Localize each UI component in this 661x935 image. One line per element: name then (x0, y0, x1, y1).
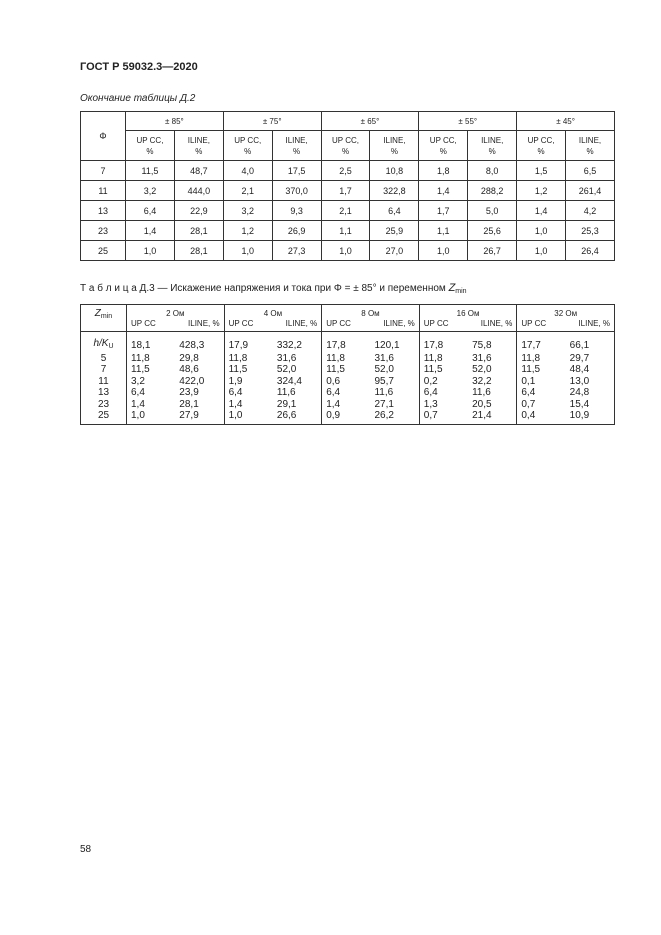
value-cell: 0,2 (419, 376, 468, 388)
value-cell: 5,0 (468, 201, 517, 221)
value-cell: 1,4 (224, 399, 273, 411)
value-cell: 1,9 (224, 376, 273, 388)
iline-header (174, 131, 223, 161)
value-cell: 48,6 (179, 364, 199, 375)
zmin-header (81, 305, 127, 332)
value-cell: 10,9 (566, 410, 615, 424)
phi-cell: 23 (81, 221, 126, 241)
value-cell: 11,6 (374, 387, 394, 398)
value-cell: 6,4 (126, 201, 175, 221)
value-cell: 6,4 (224, 387, 273, 399)
upcc-header-line: % (439, 146, 447, 156)
table-row (81, 181, 615, 201)
iline-header-line: ILINE, (481, 135, 504, 145)
upcc-header (223, 131, 272, 161)
row-label: 11 (81, 376, 127, 388)
value-cell: 11,5 (224, 364, 273, 376)
iline-header (566, 131, 615, 161)
iline-header: ILINE, % (285, 319, 318, 328)
table-row (81, 332, 615, 353)
value-cell: 27,1 (374, 398, 394, 410)
value-cell: 26,6 (273, 410, 322, 424)
value-cell: 261,4 (566, 181, 615, 201)
harmonic-label-subscript: U (108, 343, 114, 350)
value-cell: 26,4 (566, 241, 615, 261)
impedance-header (517, 305, 615, 332)
upcc-header (419, 131, 468, 161)
table-row (81, 410, 615, 424)
value-cell: 2,1 (223, 181, 272, 201)
upcc-header-line: UP CC, (527, 135, 555, 145)
phi-cell: 11 (81, 181, 126, 201)
upcc-header: UP CC (228, 319, 254, 328)
upcc-header: UP CC (423, 319, 449, 328)
upcc-header: UP CC (521, 319, 547, 328)
iline-header: ILINE, % (383, 319, 415, 328)
value-cell: 48,4 (566, 364, 615, 376)
table-row (81, 353, 615, 365)
value-cell: 6,4 (127, 387, 176, 399)
table-d3 (80, 304, 615, 425)
value-cell: 17,7 (517, 332, 566, 353)
phi-cell: 13 (81, 201, 126, 221)
upcc-header (126, 131, 175, 161)
value-cell: 11,5 (419, 364, 468, 376)
iline-header: ILINE, % (578, 319, 610, 328)
value-cell: 6,4 (322, 387, 371, 399)
value-cell: 48,7 (174, 161, 223, 181)
value-cell: 17,8 (419, 332, 468, 353)
iline-header-line: % (195, 146, 203, 156)
value-cell: 75,8 (472, 339, 492, 351)
impedance-header (127, 305, 225, 332)
angle-header: ± 85° (126, 112, 224, 131)
value-cell: 1,4 (126, 221, 175, 241)
table-row (81, 221, 615, 241)
value-cell: 8,0 (468, 161, 517, 181)
value-cell: 0,7 (419, 410, 468, 424)
value-cell: 444,0 (174, 181, 223, 201)
value-cell: 1,7 (419, 201, 468, 221)
value-cell: 9,3 (272, 201, 321, 221)
impedance-header-cell (225, 305, 322, 331)
value-cell: 25,9 (370, 221, 419, 241)
value-cell: 1,2 (223, 221, 272, 241)
value-cell: 1,5 (517, 161, 566, 181)
zmin-header-subscript: min (100, 313, 113, 320)
value-cell: 52,0 (472, 364, 492, 375)
angle-header: ± 65° (321, 112, 419, 131)
iline-header: ILINE, % (188, 319, 220, 328)
value-cell: 0,6 (322, 376, 371, 388)
value-cell: 17,8 (322, 332, 371, 353)
iline-header (468, 131, 517, 161)
value-cell: 2,5 (321, 161, 370, 181)
value-cell: 11,8 (419, 353, 468, 365)
iline-header: ILINE, % (480, 319, 513, 328)
row-label: 5 (81, 353, 127, 365)
upcc-header-line: % (537, 146, 545, 156)
table-row (81, 376, 615, 388)
value-cell: 1,4 (419, 181, 468, 201)
zmin-header-symbol: Z (94, 308, 101, 319)
iline-header (370, 131, 419, 161)
value-cell: 28,1 (179, 398, 199, 410)
value-cell: 13,0 (566, 376, 615, 388)
value-cell: 288,2 (468, 181, 517, 201)
iline-header-line: ILINE, (187, 135, 210, 145)
value-cell: 25,6 (468, 221, 517, 241)
phi-cell: 25 (81, 241, 126, 261)
value-cell: 6,4 (370, 201, 419, 221)
value-cell: 1,0 (517, 241, 566, 261)
upcc-header: UP CC (131, 319, 156, 328)
table1-caption: Окончание таблицы Д.2 (80, 93, 196, 104)
value-cell: 4,0 (223, 161, 272, 181)
value-cell: 1,3 (419, 399, 468, 411)
upcc-header (517, 131, 566, 161)
value-cell: 11,5 (127, 364, 176, 376)
value-cell: 120,1 (374, 339, 400, 351)
value-cell: 6,5 (566, 161, 615, 181)
value-cell: 28,1 (174, 221, 223, 241)
value-cell: 15,4 (566, 399, 615, 411)
value-cell: 0,9 (322, 410, 371, 424)
value-cell: 17,5 (272, 161, 321, 181)
value-cell: 1,0 (127, 410, 176, 424)
value-cell: 3,2 (126, 181, 175, 201)
table-row (81, 387, 615, 399)
value-cell: 370,0 (272, 181, 321, 201)
zmin-subscript: min (455, 288, 467, 295)
value-cell: 26,7 (468, 241, 517, 261)
value-cell: 25,3 (566, 221, 615, 241)
impedance-label: 16 Ом (456, 309, 480, 318)
value-cell: 324,4 (276, 375, 302, 387)
value-cell: 1,4 (517, 201, 566, 221)
value-cell: 1,4 (127, 399, 176, 411)
upcc-header-line: UP CC, (234, 135, 262, 145)
row-label (81, 332, 127, 353)
value-cell: 28,1 (174, 241, 223, 261)
value-cell: 0,4 (517, 410, 566, 424)
upcc-header-line: UP CC, (332, 135, 359, 145)
row-label: 25 (81, 410, 127, 424)
value-cell: 422,0 (179, 375, 205, 387)
iline-header-line: % (390, 146, 398, 156)
value-cell: 1,1 (419, 221, 468, 241)
value-cell: 17,9 (224, 332, 273, 353)
impedance-label: 8 Ом (361, 309, 380, 318)
value-cell: 332,2 (276, 339, 302, 351)
impedance-header (419, 305, 517, 332)
value-cell: 11,6 (276, 387, 296, 398)
impedance-label: 32 Ом (554, 309, 578, 318)
value-cell: 11,8 (224, 353, 273, 365)
iline-header (272, 131, 321, 161)
value-cell: 1,7 (321, 181, 370, 201)
value-cell: 11,5 (126, 161, 175, 181)
value-cell: 1,8 (419, 161, 468, 181)
value-cell: 1,0 (321, 241, 370, 261)
value-cell: 52,0 (374, 364, 394, 375)
page-number: 58 (80, 844, 92, 855)
table2-caption-label: Т а б л и ц а Д.3 (80, 283, 155, 294)
value-cell: 322,8 (370, 181, 419, 201)
value-cell: 66,1 (566, 332, 615, 353)
impedance-header-cell (127, 305, 224, 331)
table2-caption (80, 282, 467, 295)
value-cell: 29,1 (276, 398, 297, 410)
value-cell: 26,2 (370, 410, 419, 424)
upcc-header (321, 131, 370, 161)
value-cell: 1,0 (517, 221, 566, 241)
impedance-label: 2 Ом (166, 309, 185, 318)
impedance-label: 4 Ом (263, 309, 283, 318)
table-row (81, 241, 615, 261)
value-cell: 26,9 (272, 221, 321, 241)
value-cell: 23,9 (179, 387, 199, 398)
iline-header-line: ILINE, (578, 135, 602, 145)
value-cell: 11,5 (322, 364, 371, 376)
value-cell: 21,4 (468, 410, 517, 424)
table2-caption-text: — Искажение напряжения и тока при Φ = ± 85° и переменном (154, 283, 449, 294)
value-cell: 3,2 (223, 201, 272, 221)
table-d2-end (80, 111, 615, 261)
value-cell: 6,4 (419, 387, 468, 399)
value-cell: 11,8 (517, 353, 566, 365)
impedance-header (322, 305, 420, 332)
value-cell: 18,1 (127, 332, 176, 353)
value-cell: 1,0 (126, 241, 175, 261)
value-cell: 95,7 (374, 375, 394, 387)
value-cell: 24,8 (566, 387, 615, 399)
value-cell: 11,6 (472, 387, 491, 398)
value-cell: 6,4 (517, 387, 566, 399)
value-cell: 29,8 (179, 352, 199, 364)
value-cell: 20,5 (472, 398, 492, 410)
impedance-header-cell (517, 305, 614, 331)
value-cell: 2,1 (321, 201, 370, 221)
value-cell: 22,9 (174, 201, 223, 221)
value-cell: 0,7 (517, 399, 566, 411)
upcc-header: UP CC (326, 319, 351, 328)
value-cell: 10,8 (370, 161, 419, 181)
value-cell: 0,1 (517, 376, 566, 388)
value-cell: 1,0 (419, 241, 468, 261)
angle-header: ± 75° (223, 112, 321, 131)
value-cell: 1,1 (321, 221, 370, 241)
row-label: 7 (81, 364, 127, 376)
harmonic-label: h/K (93, 338, 109, 349)
upcc-header-line: UP CC, (136, 135, 164, 145)
angle-header: ± 55° (419, 112, 517, 131)
iline-header-line: % (586, 146, 594, 156)
document-title: ГОСТ Р 59032.3—2020 (80, 61, 198, 73)
value-cell: 11,8 (322, 353, 371, 365)
upcc-header-line: % (146, 146, 154, 156)
iline-header-line: % (488, 146, 496, 156)
angle-header: ± 45° (517, 112, 615, 131)
table-row (81, 201, 615, 221)
value-cell: 11,5 (517, 364, 566, 376)
upcc-header-line: % (341, 146, 350, 156)
value-cell: 31,6 (472, 352, 492, 364)
value-cell: 27,0 (370, 241, 419, 261)
table-row (81, 399, 615, 411)
value-cell: 31,6 (374, 352, 394, 364)
value-cell: 428,3 (179, 339, 205, 351)
upcc-header-line: % (244, 146, 252, 156)
value-cell: 11,8 (127, 353, 176, 365)
iline-header-line: % (293, 146, 301, 156)
row-label: 13 (81, 387, 127, 399)
value-cell: 29,7 (566, 353, 615, 365)
value-cell: 32,2 (472, 375, 492, 387)
value-cell: 31,6 (276, 352, 297, 364)
table-row (81, 364, 615, 376)
phi-header: Φ (81, 112, 126, 161)
value-cell: 52,0 (276, 364, 297, 375)
phi-cell: 7 (81, 161, 126, 181)
upcc-header-line: UP CC, (429, 135, 457, 145)
iline-header-line: ILINE, (285, 135, 308, 145)
impedance-header-cell (322, 305, 419, 331)
value-cell: 1,0 (224, 410, 273, 424)
value-cell: 1,4 (322, 399, 371, 411)
impedance-header-cell (420, 305, 517, 331)
row-label: 23 (81, 399, 127, 411)
table-row (81, 161, 615, 181)
zmin-symbol: Z (448, 282, 456, 294)
value-cell: 27,3 (272, 241, 321, 261)
value-cell: 27,9 (175, 410, 224, 424)
value-cell: 3,2 (127, 376, 176, 388)
value-cell: 4,2 (566, 201, 615, 221)
value-cell: 1,2 (517, 181, 566, 201)
impedance-header (224, 305, 322, 332)
iline-header-line: ILINE, (383, 135, 406, 145)
value-cell: 1,0 (223, 241, 272, 261)
